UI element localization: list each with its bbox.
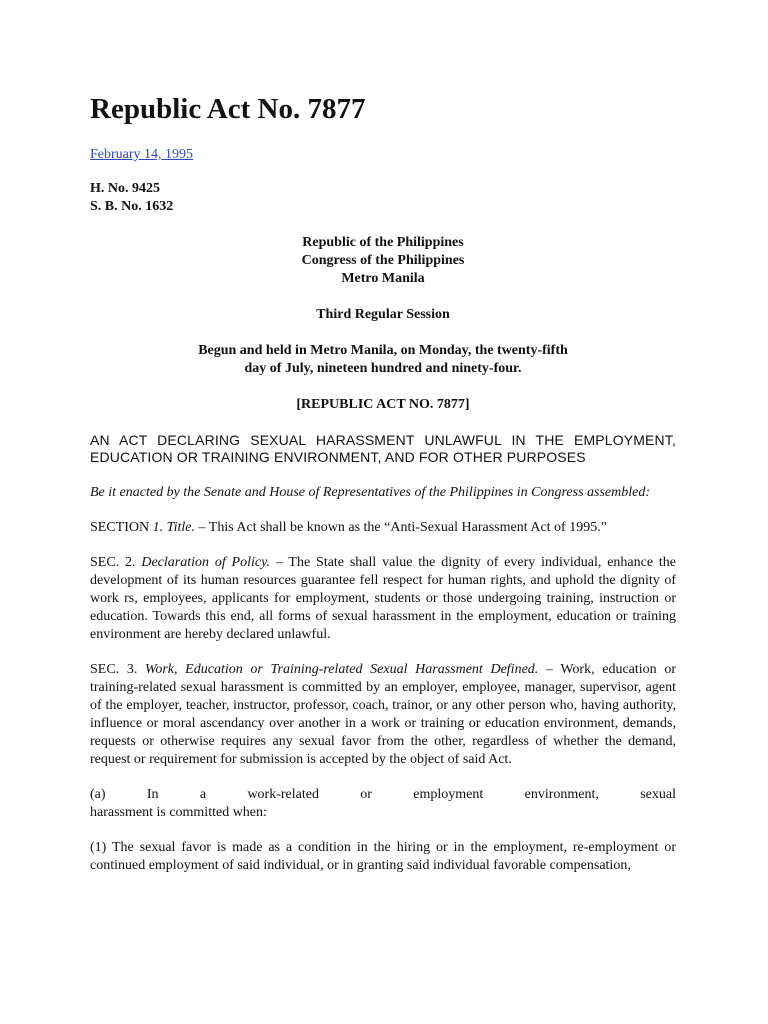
subsection-1: (1) The sexual favor is made as a condition in the hiring or in the employment, re-employment or continued employment of said individual, or in granting said individual favorable compensation,	[90, 839, 676, 873]
section-2	[90, 554, 676, 644]
act-title: AN ACT DECLARING SEXUAL HARASSMENT UNLAWFUL IN THE EMPLOYMENT, EDUCATION OR TRAINING ENVIRONMENT, AND FOR OTHER PURPOSES	[90, 431, 676, 465]
section-2-text: – The State shall value the dignity of every individual, enhance the development of its human resources guarantee fell respect for human rights, and uphold the dignity of work rs, employees, applicants for employment, students or those undergoing training, instruction or education. Towards this end, all forms of sexual harassment in the employment, education or training environment are hereby declared unlawful.	[90, 554, 676, 642]
section-1-text: – This Act shall be known as the “Anti-Sexual Harassment Act of 1995.”	[195, 519, 607, 535]
section-1-heading: 1. Title.	[152, 519, 196, 535]
senate-bill-number: S. B. No. 1632	[90, 198, 174, 214]
congress-header	[90, 234, 676, 288]
begun-line: Begun and held in Metro Manila, on Monday, the twenty-fifth	[198, 342, 568, 358]
house-bill-number: H. No. 9425	[90, 180, 160, 196]
act-number-text: [REPUBLIC ACT NO. 7877]	[296, 396, 470, 412]
section-3-prefix: SEC. 3.	[90, 661, 145, 677]
header-line: Congress of the Philippines	[301, 252, 465, 268]
enacting-clause: Be it enacted by the Senate and House of Representatives of the Philippines in Congress assembled:	[90, 484, 651, 500]
section-1-prefix: SECTION	[90, 519, 153, 535]
section-3-heading: Work, Education or Training-related Sexual Harassment Defined.	[144, 661, 539, 677]
section-1	[90, 519, 676, 537]
section-3	[90, 661, 676, 769]
session-text: Third Regular Session	[316, 306, 450, 322]
act-number	[90, 396, 676, 414]
session-label	[90, 306, 676, 324]
header-line: Republic of the Philippines	[302, 234, 464, 250]
section-2-prefix: SEC. 2.	[90, 554, 142, 570]
begun-statement	[90, 342, 676, 378]
subsection-a-line: (a) In a work-related or employment environment, sexual	[90, 786, 676, 802]
page-title: Republic Act No. 7877	[90, 93, 366, 125]
date-link[interactable]: February 14, 1995	[90, 146, 194, 162]
subsection-a-line: harassment is committed when:	[90, 804, 267, 820]
document-page	[90, 92, 676, 892]
subsection-a	[90, 786, 676, 822]
header-line: Metro Manila	[341, 270, 425, 286]
bill-numbers	[90, 180, 676, 216]
section-3-text: – Work, education or training-related sexual harassment is committed by an employer, employee, manager, supervisor, agent of the employer, teacher, instructor, professor, coach, trainor, or any other person who, having authority, influence or moral ascendancy over another in a work or training or education environment, demands, requests or otherwise requires any sexual favor from the other, regardless of whether the demand, request or requirement for submission is accepted by the object of said Act.	[90, 661, 676, 767]
section-2-heading: Declaration of Policy.	[141, 554, 271, 570]
begun-line: day of July, nineteen hundred and ninety-four.	[244, 360, 522, 376]
